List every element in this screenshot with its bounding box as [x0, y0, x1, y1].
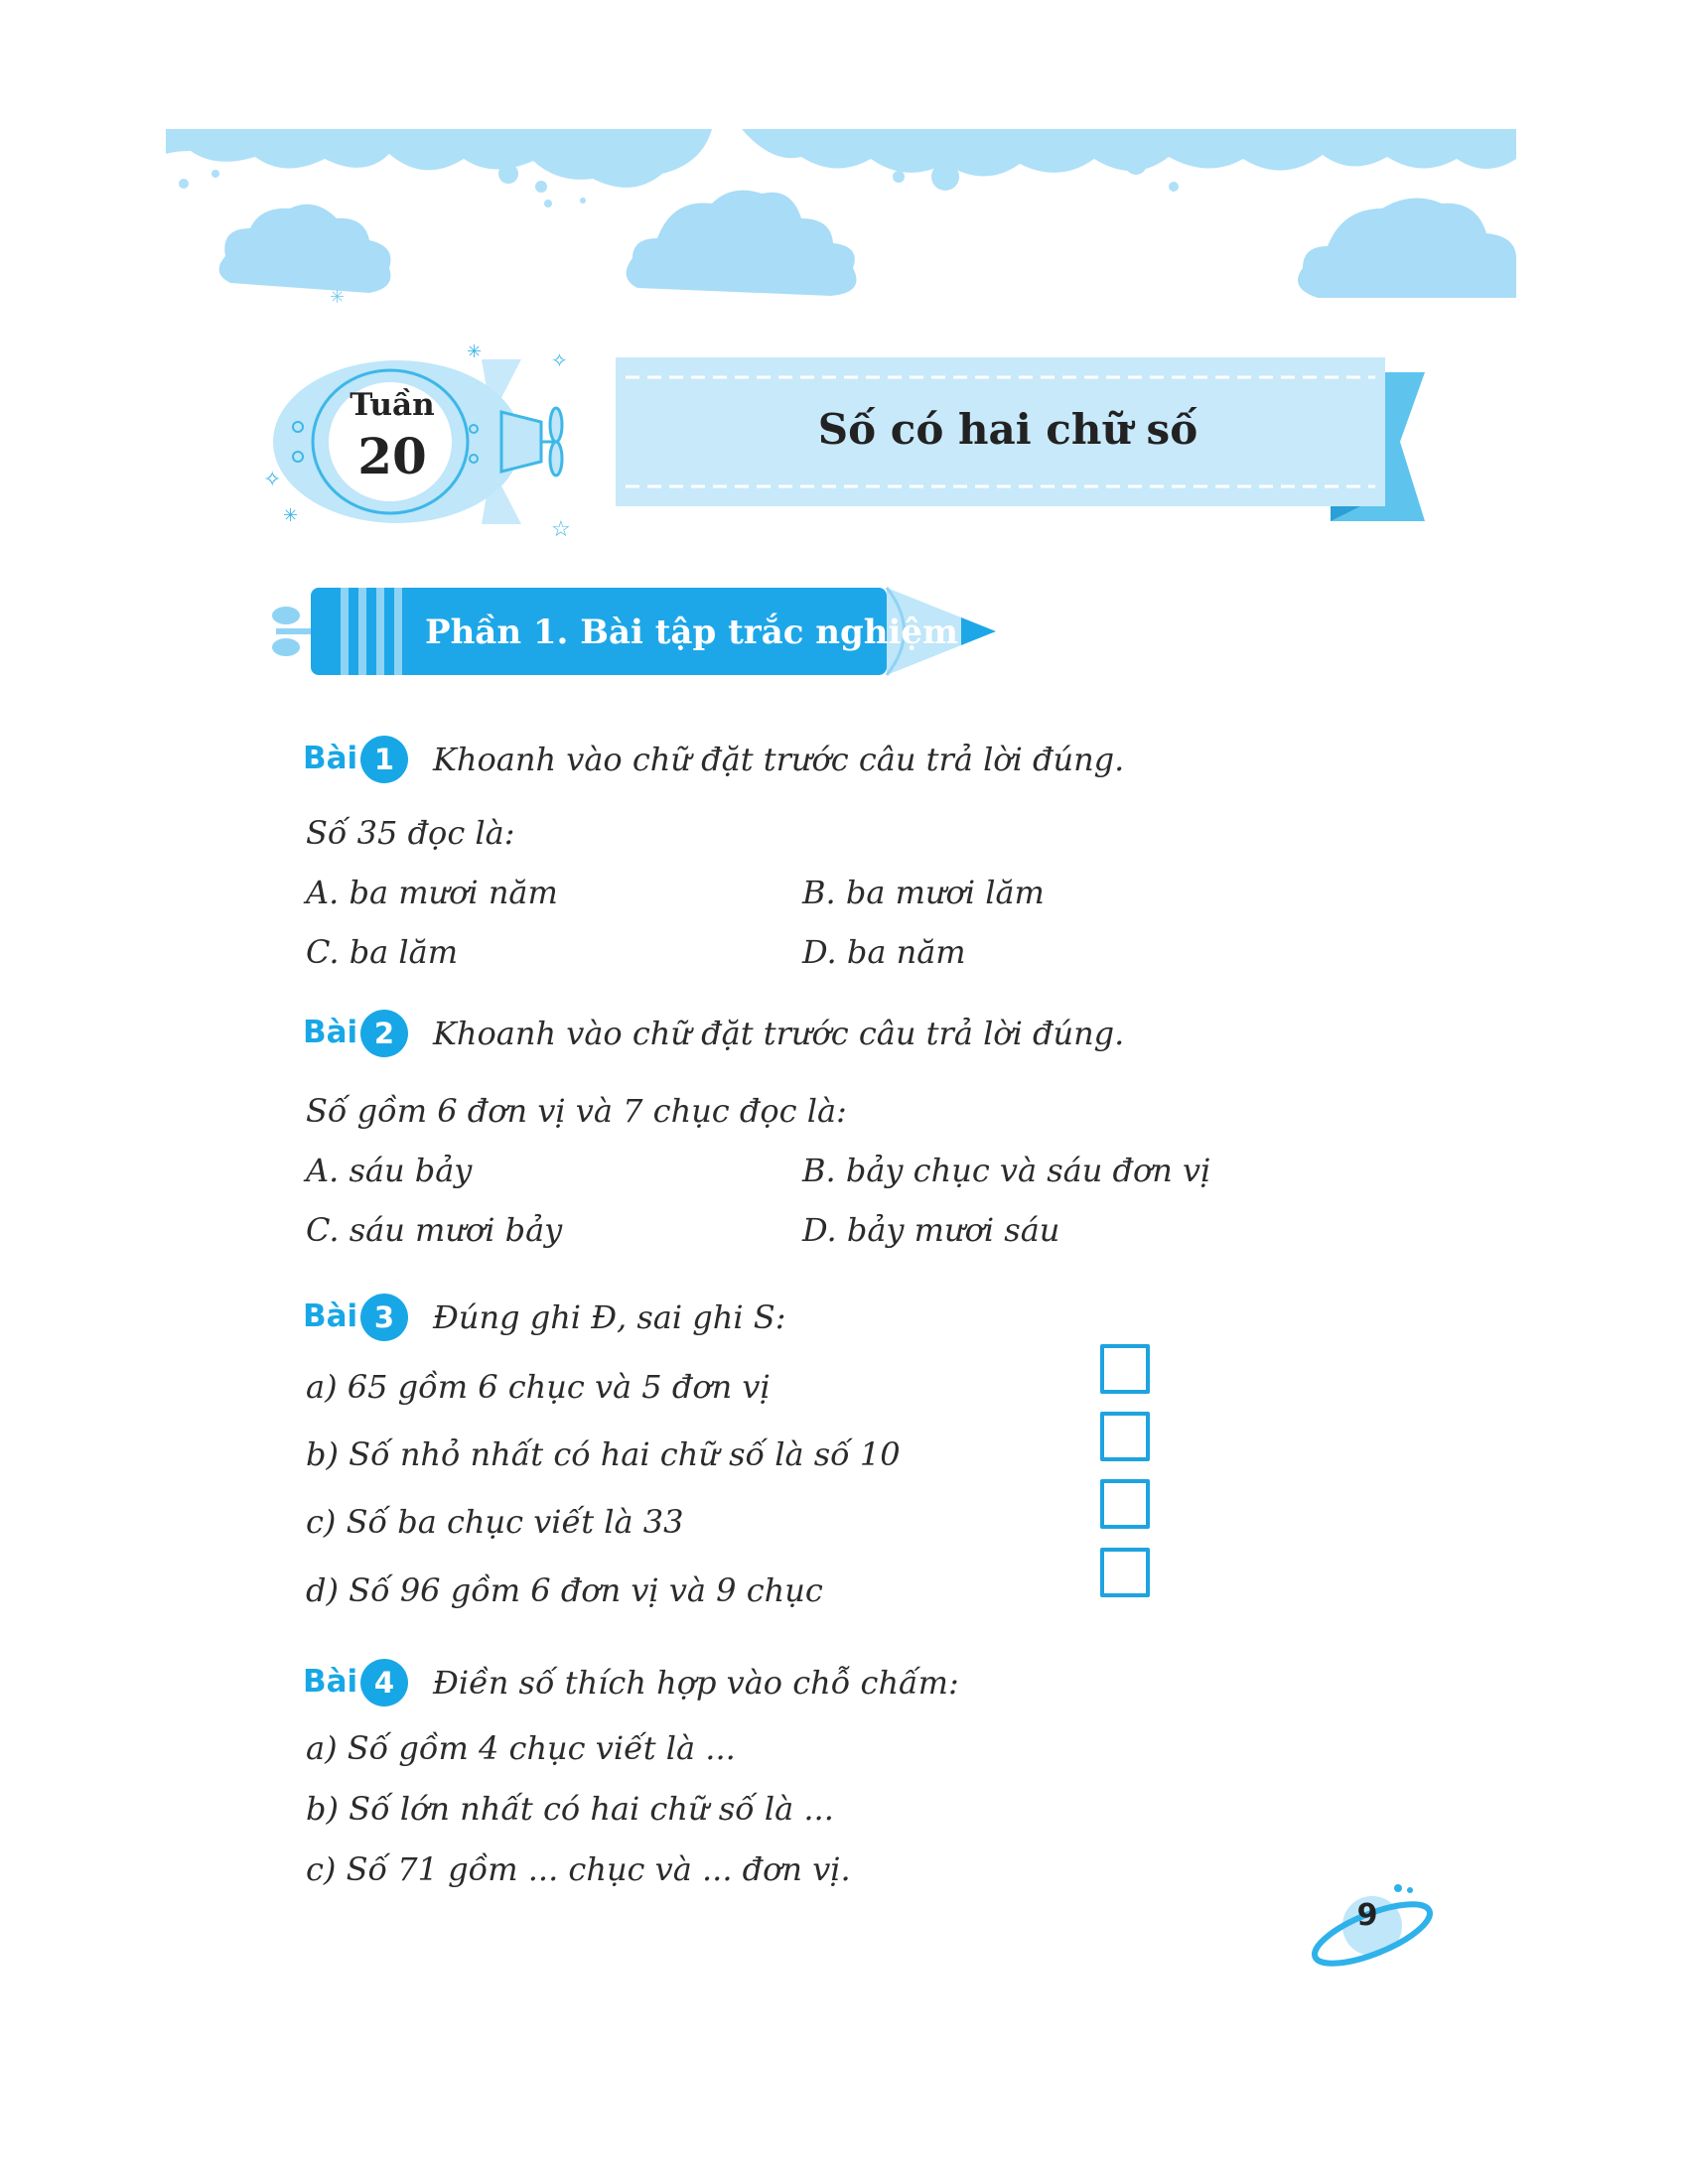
exercise-4-instruction: Điền số thích hợp vào chỗ chấm: [433, 1664, 959, 1702]
exercise-4-item-a: a) Số gồm 4 chục viết là ... [306, 1729, 736, 1767]
exercise-1-number: 1 [360, 736, 408, 783]
answer-box-c[interactable] [1100, 1479, 1150, 1529]
exercise-1-option-c[interactable]: C. ba lăm [306, 933, 459, 971]
exercise-1-question: Số 35 đọc là: [306, 814, 515, 852]
exercise-1-instruction: Khoanh vào chữ đặt trước câu trả lời đúng. [433, 741, 1125, 778]
answer-box-d[interactable] [1100, 1548, 1150, 1597]
answer-box-b[interactable] [1100, 1412, 1150, 1461]
week-label: Tuần [350, 387, 435, 423]
svg-text:✧: ✧ [551, 348, 568, 372]
exercise-4-item-c: c) Số 71 gồm ... chục và ... đơn vị. [306, 1850, 851, 1888]
exercise-1-option-b[interactable]: B. ba mươi lăm [802, 874, 1045, 911]
exercise-2-instruction: Khoanh vào chữ đặt trước câu trả lời đúng. [433, 1015, 1125, 1052]
week-badge [253, 338, 591, 546]
svg-text:✧: ✧ [263, 468, 282, 492]
section-title: Phần 1. Bài tập trắc nghiệm [425, 613, 958, 652]
exercise-2-number: 2 [360, 1010, 408, 1057]
exercise-1-option-d[interactable]: D. ba năm [802, 933, 966, 971]
exercise-3-item-a: a) 65 gồm 6 chục và 5 đơn vị [306, 1368, 771, 1406]
exercise-3-instruction: Đúng ghi Đ, sai ghi S: [433, 1298, 786, 1336]
exercise-1-label: Bài [303, 741, 358, 776]
svg-text:✳: ✳ [330, 287, 346, 308]
exercise-4-label: Bài [303, 1664, 358, 1700]
exercise-3-item-c: c) Số ba chục viết là 33 [306, 1503, 684, 1541]
exercise-2-option-a[interactable]: A. sáu bảy [306, 1152, 473, 1189]
svg-text:☆: ☆ [551, 517, 571, 542]
exercise-3-item-d: d) Số 96 gồm 6 đơn vị và 9 chục [306, 1571, 823, 1609]
exercise-2-question: Số gồm 6 đơn vị và 7 chục đọc là: [306, 1092, 847, 1130]
exercise-1-option-a[interactable]: A. ba mươi năm [306, 874, 558, 911]
exercise-2-option-d[interactable]: D. bảy mươi sáu [802, 1211, 1060, 1249]
exercise-3-number: 3 [360, 1294, 408, 1341]
exercise-3-item-b: b) Số nhỏ nhất có hai chữ số là số 10 [306, 1435, 901, 1473]
answer-box-a[interactable] [1100, 1344, 1150, 1394]
svg-text:✳: ✳ [467, 341, 483, 362]
exercise-2-option-b[interactable]: B. bảy chục và sáu đơn vị [802, 1152, 1211, 1189]
page-number: 9 [1356, 1898, 1378, 1933]
exercise-4-item-b: b) Số lớn nhất có hai chữ số là ... [306, 1790, 834, 1828]
svg-text:✳: ✳ [283, 505, 299, 526]
clouds-banner [166, 129, 1516, 308]
page-title: Số có hai chữ số [817, 405, 1198, 454]
week-number: 20 [357, 427, 427, 485]
exercise-2-label: Bài [303, 1015, 358, 1050]
exercise-3-label: Bài [303, 1298, 358, 1334]
exercise-4-number: 4 [360, 1659, 408, 1706]
exercise-2-option-c[interactable]: C. sáu mươi bảy [306, 1211, 563, 1249]
